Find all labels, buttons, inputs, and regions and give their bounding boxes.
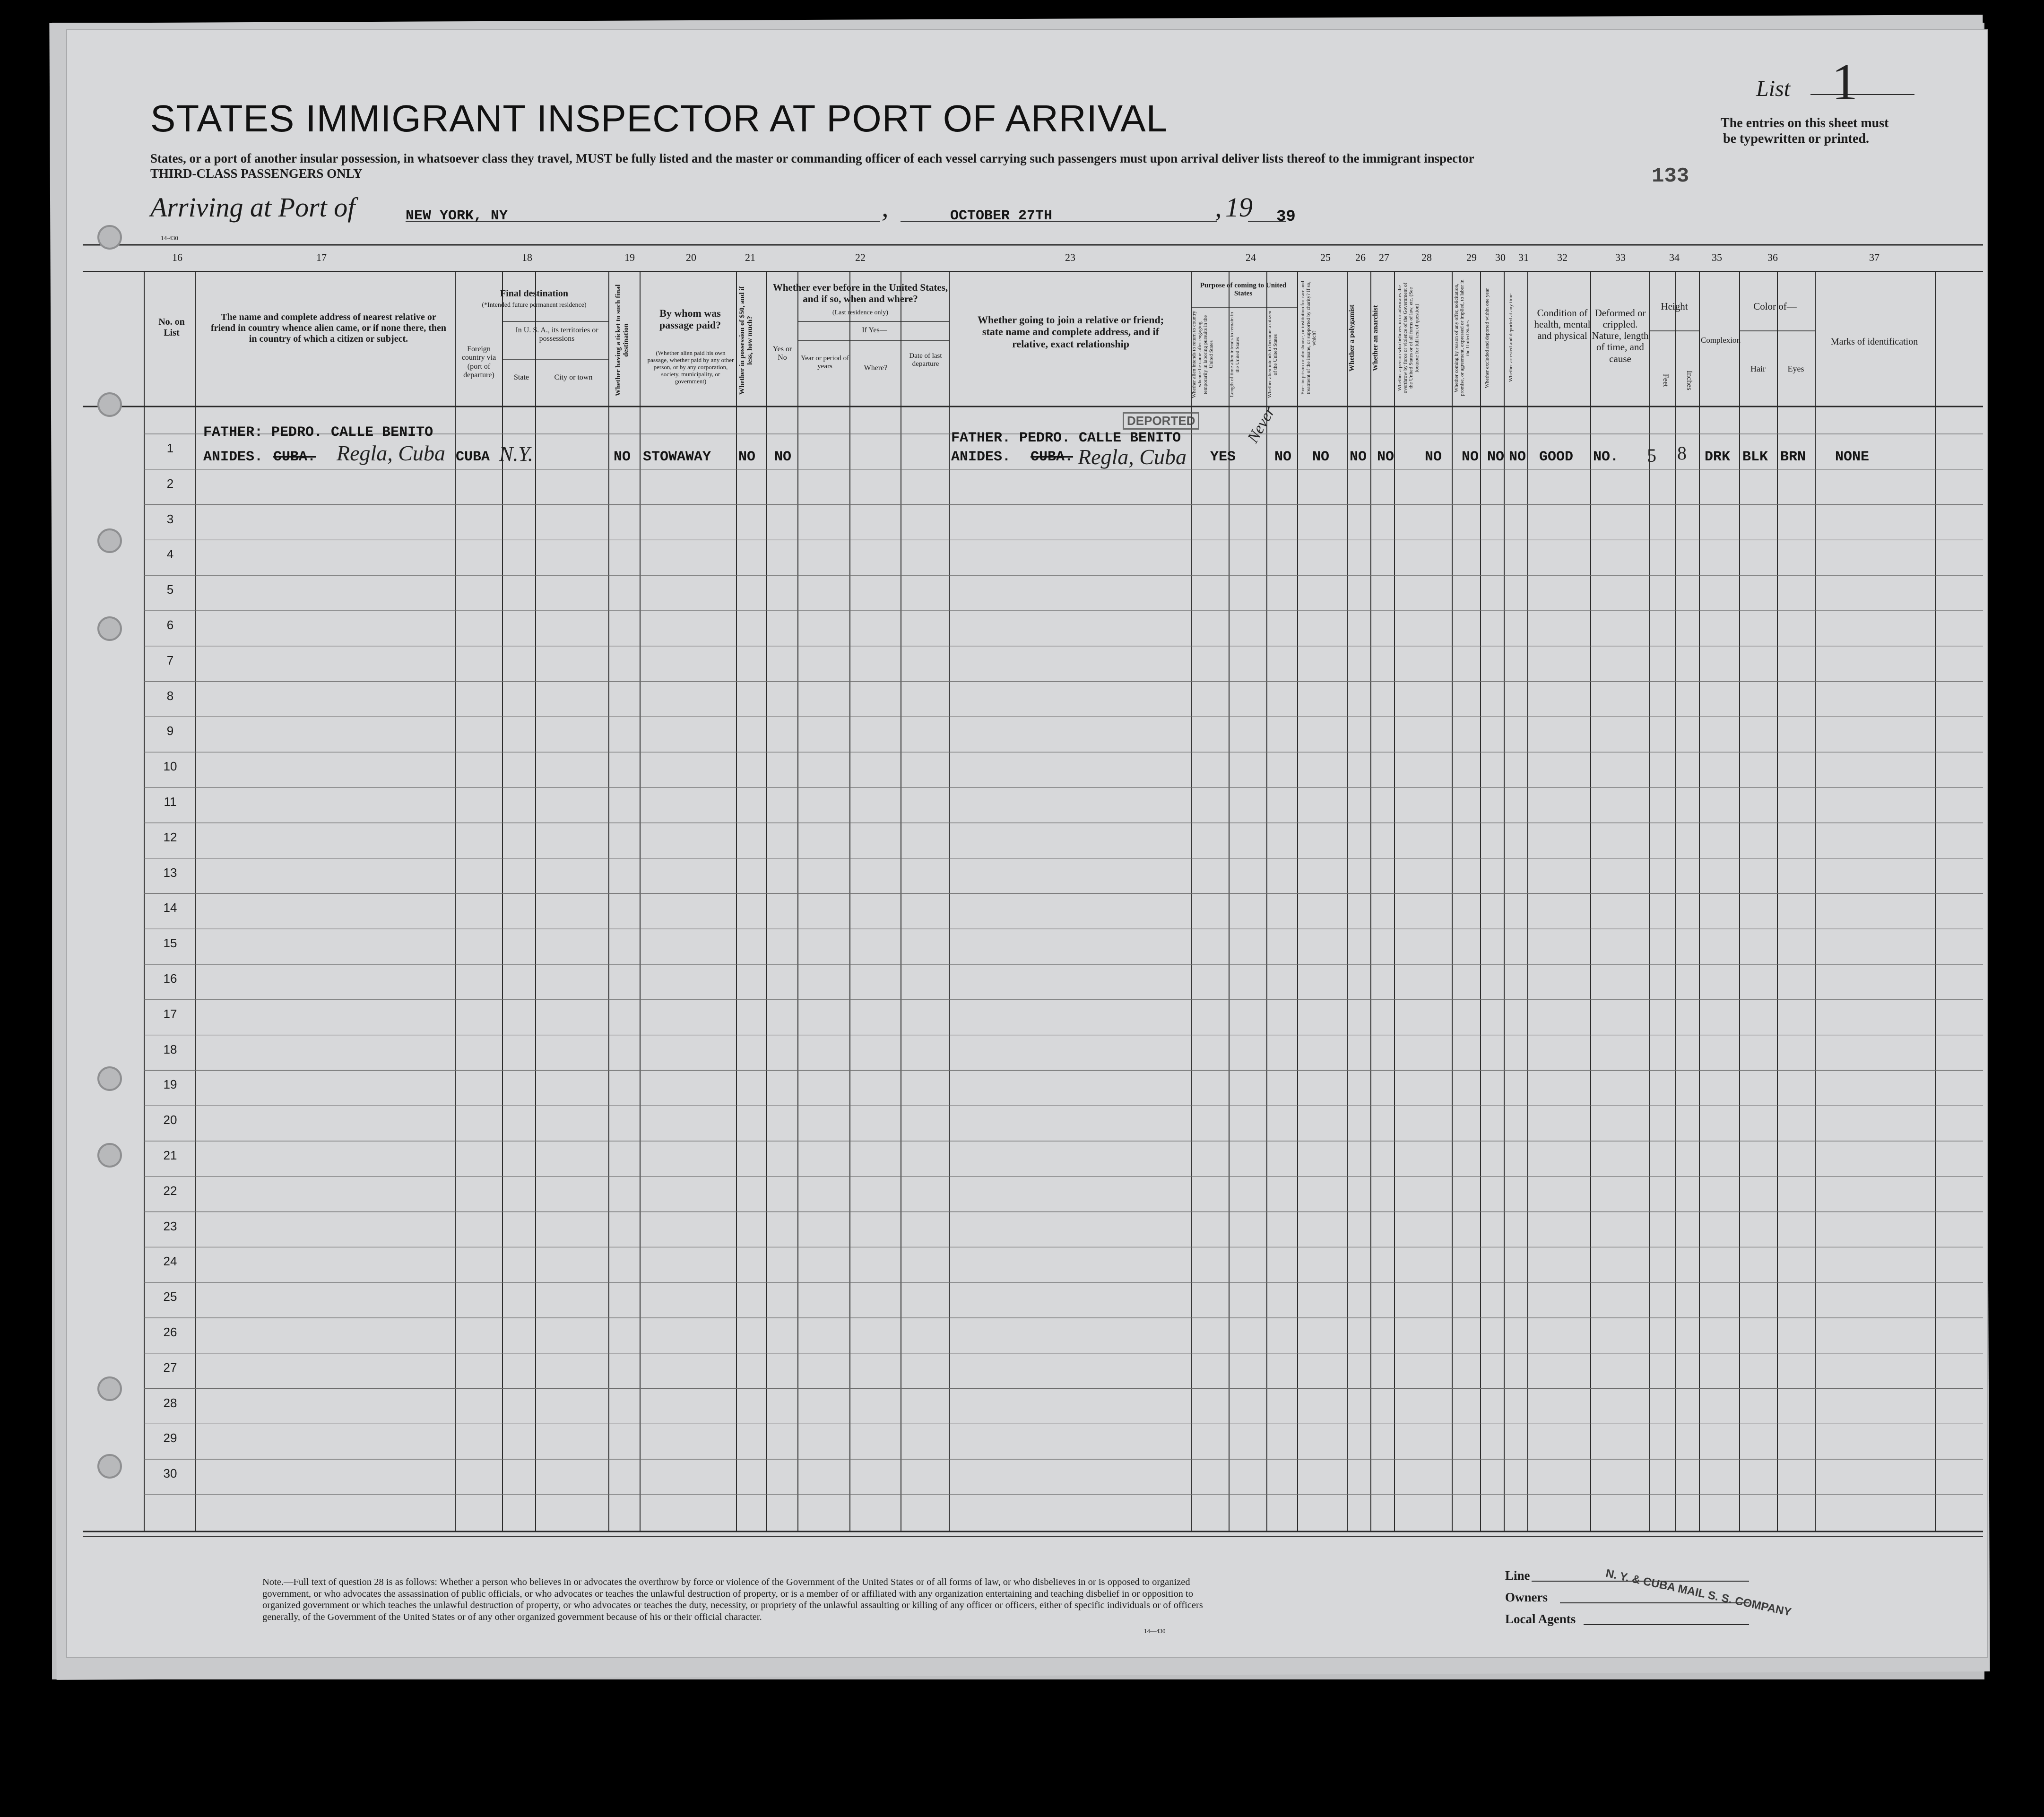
row-number: 24 [163,1254,177,1269]
col-num: 29 [1466,251,1477,263]
col-num: 16 [172,251,182,263]
footer-form-code: 14—430 [1144,1627,1166,1635]
foreign-country: CUBA [456,449,490,465]
header-height: Height [1661,301,1688,312]
row-number: 7 [166,653,174,667]
eyes-value: BRN [1780,449,1806,465]
header-prison: Ever in prison or almshouse, or institution for care and treatment of the insane, or supported by charity? If so, which? [1300,281,1317,395]
header-purpose: Purpose of coming to United States [1200,282,1287,298]
year-prefix: 19 [1225,192,1253,223]
header-year-period: Year or period of years [800,355,849,371]
binder-hole [97,225,122,250]
height-inches-value: 8 [1677,442,1687,464]
row-number: 18 [163,1042,177,1056]
polygamist-value: NO [1350,449,1367,465]
health-value: GOOD [1539,449,1574,465]
row-number: 1 [166,441,174,455]
header-before-in-us: Whether ever before in the United States, and if so, when and where? [772,282,948,305]
binder-hole [97,392,122,417]
complexion-value: DRK [1705,449,1731,465]
row-number: 16 [163,971,177,986]
binder-hole [97,1143,122,1168]
header-excluded: Whether excluded and deported within one year [1484,288,1490,388]
passage-paid-value: STOWAWAY [643,449,711,465]
list-note-line-1: The entries on this sheet must [1721,116,1889,130]
subtitle-line-2: THIRD-CLASS PASSENGERS ONLY [150,166,363,181]
citizen-value: NO [1274,449,1292,465]
header-foreign-country: Foreign country via (port of departure) [461,345,496,380]
length-of-stay-value: Never [1244,404,1279,446]
col-num: 36 [1767,251,1778,263]
binder-hole [97,1066,122,1091]
col-num: 32 [1557,251,1568,263]
header-state: State [514,373,529,381]
header-city: City or town [554,373,593,381]
header-final-destination-note: (*Intended future permanent residence) [482,302,587,309]
col-num: 33 [1615,251,1626,263]
list-number: 1 [1832,53,1858,111]
header-if-yes: If Yes— [862,326,887,334]
col-num: 37 [1869,251,1879,263]
row-number: 23 [163,1219,177,1233]
arriving-label: Arriving at Port of [150,192,355,223]
header-length-of-stay: Length of time alien intends to remain in the United States [1229,312,1241,397]
header-in-usa: In U. S. A., its territories or possessions [515,326,598,343]
header-no-on-list: No. on List [158,317,185,338]
col-num: 27 [1379,251,1389,263]
marks-value: NONE [1835,449,1870,465]
header-return-intent: Whether alien intends to return to country whence he came after engaging temporarily in laboring pursuits in the United States [1191,311,1214,398]
col-num: 30 [1495,251,1506,263]
header-labor-offer: Whether coming by reason of any offer, solicitation, promise, or agreement, expressed or implied, to labor in the United States [1454,279,1471,397]
header-hair: Hair [1750,364,1766,373]
header-health: Condition of health, mental and physical [1534,307,1591,342]
arrival-date: OCTOBER 27TH [950,208,1053,224]
height-feet-value: 5 [1647,445,1656,466]
company-stamp: N. Y. & CUBA MAIL S. S. COMPANY [1604,1567,1793,1619]
relative-handwritten-address: Regla, Cuba [337,441,445,465]
labor-offer-value: NO [1462,449,1479,465]
join-struck-country: CUBA. [1031,449,1074,465]
list-note-line-2: be typewritten or printed. [1723,131,1869,146]
row-number: 20 [163,1113,177,1127]
owners-label: Owners [1505,1590,1548,1604]
arrested-value: NO [1509,449,1526,465]
page-title: STATES IMMIGRANT INSPECTOR AT PORT OF ARRIVAL [150,97,1168,139]
header-passage-paid: By whom was passage paid? [659,307,721,331]
relative-name: FATHER: PEDRO. CALLE BENITO [203,424,433,441]
header-last-departure: Date of last departure [909,352,942,368]
row-number: 4 [166,547,174,562]
col-num: 19 [624,251,635,263]
binder-hole [97,528,122,553]
row-number: 28 [163,1395,177,1410]
header-inches: Inches [1685,371,1693,390]
col-num: 28 [1421,251,1432,263]
row-number: 27 [163,1360,177,1375]
col-num: 24 [1246,251,1256,263]
header-eyes: Eyes [1787,364,1804,373]
col-num: 22 [855,251,866,263]
row-number: 14 [163,900,177,915]
destination-state: N.Y. [499,442,533,466]
deported-stamp: DEPORTED [1123,412,1199,430]
col-num: 18 [522,251,532,263]
line-label: Line [1505,1568,1530,1583]
arrival-port: NEW YORK, NY [406,208,508,224]
join-relative-address: ANIDES. [951,449,1011,465]
col-num: 17 [316,251,327,263]
header-citizen-intent: Whether alien intends to become a citizen of the United States [1267,311,1279,398]
before-in-us-value: NO [774,449,792,465]
header-final-destination: Final destination [500,288,568,299]
header-join-relative: Whether going to join a relative or friend; state name and complete address, and if relative, exact relationship [977,314,1164,350]
row-number: 30 [163,1466,177,1481]
local-agents-label: Local Agents [1505,1612,1576,1626]
money-value: NO [738,449,756,465]
overthrow-value: NO [1425,449,1442,465]
row-number: 8 [166,688,174,703]
form-code: 14-430 [161,234,178,242]
header-anarchist: Whether an anarchist [1372,305,1379,371]
header-polygamist: Whether a polygamist [1348,304,1356,372]
row-number: 2 [166,476,174,491]
footnote-question-28: Note.—Full text of question 28 is as follows: Whether a person who believes in or advocates the overthrow by force or violence of the Government of the United States or of all forms of law, or who disbelieves in or is opposed to organized government, or who advocates the assassination of public officials, or who advocates or teaches the unlawful destruction of property, or is a member of or affiliated with any organization entertaining and teaching disbelief in or opposition to organized government or which teaches the unlawful destruction of property, or who advocates or teaches the duty, necessity, or propriety of the unlawful assaulting or killing of any officer or officers, either of specific individuals or of officers generally, of the Government of the United States or of any other organized government because of his or their official character. [262,1577,1203,1622]
row-number: 5 [166,582,174,597]
row-number: 9 [166,724,174,738]
col-num: 26 [1355,251,1366,263]
binder-hole [97,1454,122,1479]
row-number: 26 [163,1325,177,1339]
header-ticket: Whether having a ticket to such final destination [615,284,630,397]
hair-value: BLK [1742,449,1768,465]
header-nearest-relative: The name and complete address of nearest relative or friend in country whence alien came, or if none there, then in country of which a citizen or subject. [210,312,447,344]
anarchist-value: NO [1377,449,1394,465]
row-number: 22 [163,1183,177,1198]
header-passage-note: (Whether alien paid his own passage, whether paid by any other person, or by any corporation, society, municipality, or government) [647,349,734,385]
header-deformed: Deformed or crippled. Nature, length of time, and cause [1592,307,1649,364]
join-handwritten-address: Regla, Cuba [1078,445,1187,469]
row-number: 6 [166,618,174,632]
subtitle-line-1: States, or a port of another insular possession, in whatsoever class they travel, MUST be fully listed and the master or commanding officer of each vessel carrying such passengers must upon arrival deliver lists thereof to the immigrant inspector [150,151,1474,165]
col-num: 23 [1065,251,1075,263]
header-marks: Marks of identification [1830,337,1918,347]
relative-address: ANIDES. [203,449,263,465]
binder-hole [97,1376,122,1401]
header-feet: Feet [1662,374,1670,387]
list-label: List [1756,76,1791,101]
ticket-value: NO [614,449,631,465]
col-num: 31 [1518,251,1529,263]
row-number: 19 [163,1077,177,1092]
row-number: 25 [163,1289,177,1304]
header-arrested: Whether arrested and deported at any time [1508,294,1514,382]
col-num: 35 [1712,251,1722,263]
return-intent-value: YES [1210,449,1236,465]
join-relative-name: FATHER. PEDRO. CALLE BENITO [951,430,1181,446]
row-number: 13 [163,865,177,880]
header-money: Whether in possession of $50, and if less, how much? [738,286,754,395]
prison-value: NO [1312,449,1330,465]
header-color: Color of— [1753,301,1797,312]
row-number: 21 [163,1148,177,1162]
sheet-number: 133 [1652,164,1689,188]
col-num: 20 [686,251,696,263]
row-number: 12 [163,830,177,844]
row-number: 15 [163,936,177,951]
relative-struck-country: CUBA. [273,449,316,465]
row-number: 17 [163,1006,177,1021]
header-before-note: (Last residence only) [832,309,889,316]
header-overthrow: Whether a person who believes in or advocates the overthrow by force or violence of the Government of the United States or of all forms of law, etc. (See footnote for full text of question) [1397,283,1420,393]
header-where: Where? [864,364,888,372]
row-number: 29 [163,1431,177,1445]
row-number: 11 [164,795,177,809]
excluded-value: NO [1487,449,1505,465]
year-suffix: 39 [1276,208,1296,226]
header-yes-no: Yes or No [772,345,792,362]
col-num: 25 [1320,251,1331,263]
row-number: 3 [166,511,174,526]
binder-hole [97,616,122,641]
header-complexion: Complexion [1701,336,1741,345]
row-number: 10 [163,759,177,774]
deformed-value: NO. [1593,449,1619,465]
col-num: 21 [745,251,755,263]
col-num: 34 [1669,251,1680,263]
